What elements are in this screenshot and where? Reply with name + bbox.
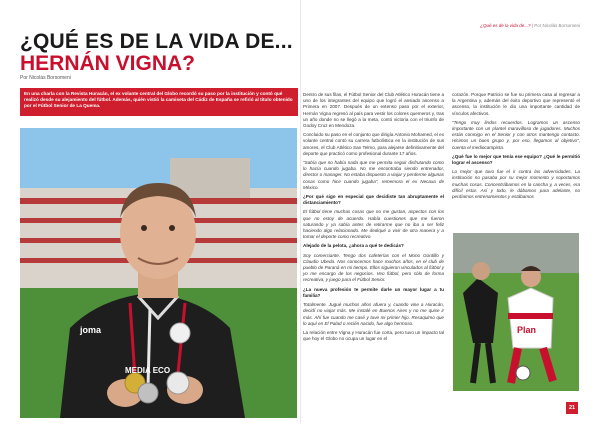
col1-question-3: ¿La nueva profesión te permite darle un mayor lugar a tu familia? [303,286,444,298]
shirt-sponsor-left: joma [80,325,102,335]
match-photo-illustration [453,233,579,391]
spine-divider [300,0,301,424]
player-photo [20,128,297,418]
headline-line2: HERNÁN VIGNA? [20,52,196,75]
column-1 [303,92,444,345]
col2-quote-1: "Tengo muy lindos recuerdos. Logramos un ascenso importante con un plantel maravilloso de jugadores. Muchos están conmigo en el Senior y con otros mantengo contacto. Hicimos un buen grupo y, por eso, llegamos al objetivo", cuenta el mediocampista. [452,119,580,150]
running-head [480,23,580,28]
page-number: 21 [566,402,578,414]
col1-answer-2: Soy comerciante. Tengo dos cafeterías con el Mono Gordillo y Claudio Ubeda. Nos conocemos hace muchos años, en el club de pueblo de Paraná en mi tiempo. Ellos siguieron vinculados al fútbol y yo me encargo de los negocios. Veo fútbol, pero sólo de forma recreativa, y juego para el Fútbol Senior. [303,252,444,283]
shirt-sponsor-front: MEDIA ECO [125,366,171,375]
col1-answer-1: El fútbol tiene muchas cosas que no me gustan, aspectos con los que no estoy de acuerdo. Había cuestiones que me fueron saturando y ya sabía antes de retirarme que no iba a ser feliz haciendo algo relacionado. Me dediqué a vivir de otra manera y a tomar el deporte como recreativo. [303,209,444,240]
col1-para-2: Concluido su paso en el conjunto que dirigía Antonio Mohamed, el ex volante central contó su carrera futbolística en la institución de sus amores, el Club Atlético San Telmo, para alejarse definitivamente del deporte que practicó como profesional durante 17 años. [303,132,444,156]
col1-answer-3: Totalmente. Jugué muchos años afuera y, cuando vine a Huracán, decidí no viajar más. Me instalé en Buenos Aires y no me quise ir más. Ahí fue cuando me casé y tuve mi primer hijo. Resaquimo que lo aquí en El Palad o recién nacido, fue algo hermoso. [303,302,444,326]
shirt-sponsor-match: Plan [517,325,537,335]
col1-question-2: Alejado de la pelota, ¿ahora a qué te dedicás? [303,243,404,249]
col2-answer-1: Lo mejor que tuvo fue el ir contra las adversidades. La institución no pasaba por su mejor momento y soportamos muchas cosas. Concentrábamos en la cancha y, a veces, era difícil estar. Así y todo, le dábamos para adelante, no perdíamos entrenamientos y estábamos [452,169,580,200]
headline-line1: ¿QUÉ ES DE LA VIDA DE... [20,30,293,53]
col1-para-1: Dentro de sus filas, el Fútbol Senior del Club Atlético Huracán tiene a uno de los integrantes del equipo que logró el ansiado ascenso a Primera en 2007. Después de un extenso paso por el exterior, Hernán Vigna regresó al país para vestir los colores quemeros y, tras un año donde no se llegó a la meta, contó victoria con el triunfo de Godoy Cruz en Mendoza. [303,92,444,129]
col2-para-1: corazón. Porque Patricio se fue su primera casa al regresar a la Argentina y, además del éxito deportivo que representó el ascenso, la institución le dio una importante cantidad de vínculos afectivos. [452,92,580,116]
col1-para-last: La relación entre Vigna y Huracán fue corta, pero tuvo un impacto tal que hoy el Globo no ocupa un lugar en el [303,329,444,342]
running-head-author: | Por Nicolás Borsomeni [531,23,580,28]
col1-question-1: ¿Por qué sigo en especial que decidiste tan abruptamente el distanciamiento? [303,194,444,206]
column-2 [452,92,580,203]
lead-box [20,88,298,116]
lead-text: En una charla con la Revista Huracán, el ex volante central del Globo recordó su paso por la institución y contó qué realizó desde su alejamiento del fútbol. Además, quién vistió la camiseta del Cádiz de España se refirió al título obtenido por el Fútbol Senior de La Quema. [24,91,293,108]
byline: Por Nicolás Borsomeni [20,75,71,81]
col2-question-1: ¿Qué fue lo mejor que tenía ese equipo? ¿Qué le permitió lograr el ascenso? [452,153,580,166]
player-photo-illustration [20,128,297,418]
col1-quote-1: "Sabía que no había nada que me permita seguir disfrutando como lo hacía cuando jugaba. No me encontraba siendo entrenador, director o manager. No estaba dispuesto a viajar y perderme algunas cosas como hice cuando jugaba", rememora el ex Necaxa de México. [303,160,444,190]
match-photo [453,233,579,391]
running-head-title: ¿Qué es de la vida de...? [480,23,531,28]
